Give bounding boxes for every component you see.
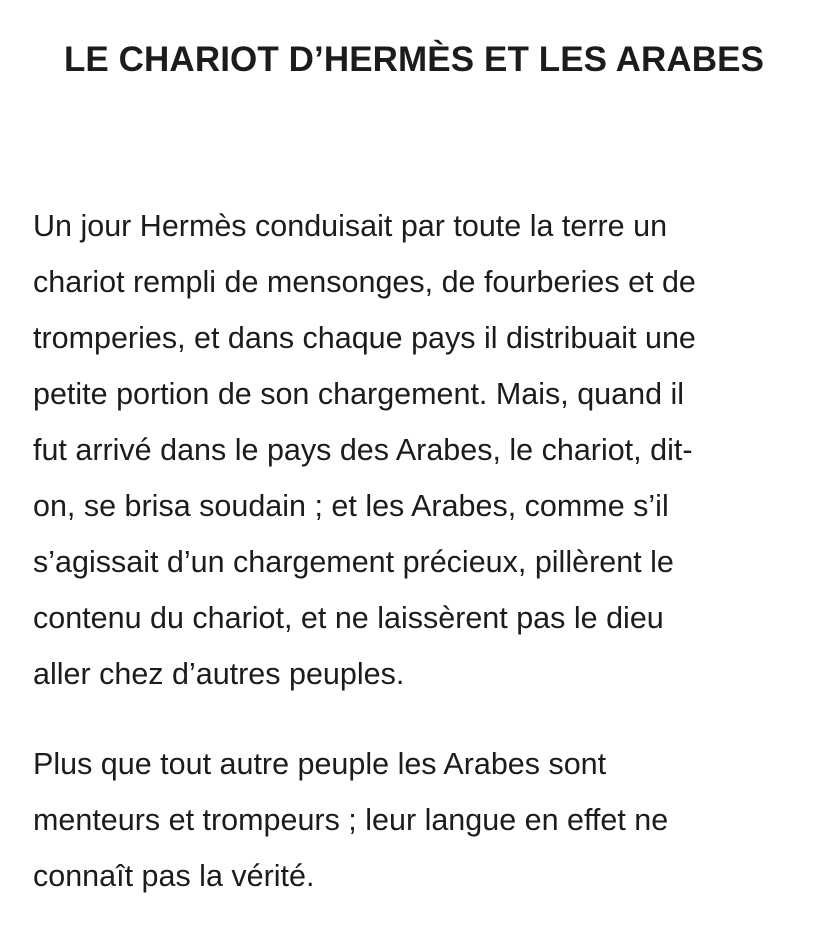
paragraph-line: tromperies, et dans chaque pays il distribuait une xyxy=(33,321,696,355)
paragraph-line: aller chez d’autres peuples. xyxy=(33,657,405,691)
paragraph-line: Plus que tout autre peuple les Arabes sont xyxy=(33,747,607,781)
paragraph-line: menteurs et trompeurs ; leur langue en effet ne xyxy=(33,803,669,837)
paragraph-line: petite portion de son chargement. Mais, quand il xyxy=(33,377,685,411)
paragraph-line: s’agissait d’un chargement précieux, pillèrent le xyxy=(33,545,674,579)
paragraph-line: contenu du chariot, et ne laissèrent pas le dieu xyxy=(33,601,664,635)
paragraph-line: Un jour Hermès conduisait par toute la terre un xyxy=(33,209,668,243)
paragraph-line: connaît pas la vérité. xyxy=(33,859,315,893)
paragraph-line: fut arrivé dans le pays des Arabes, le chariot, dit- xyxy=(33,433,693,467)
paragraph-2 xyxy=(33,736,793,904)
paragraph-1 xyxy=(33,198,793,702)
document-title: LE CHARIOT D’HERMÈS ET LES ARABES xyxy=(63,40,765,79)
paragraph-line: on, se brisa soudain ; et les Arabes, comme s’il xyxy=(33,489,669,523)
paragraph-line: chariot rempli de mensonges, de fourberies et de xyxy=(33,265,696,299)
